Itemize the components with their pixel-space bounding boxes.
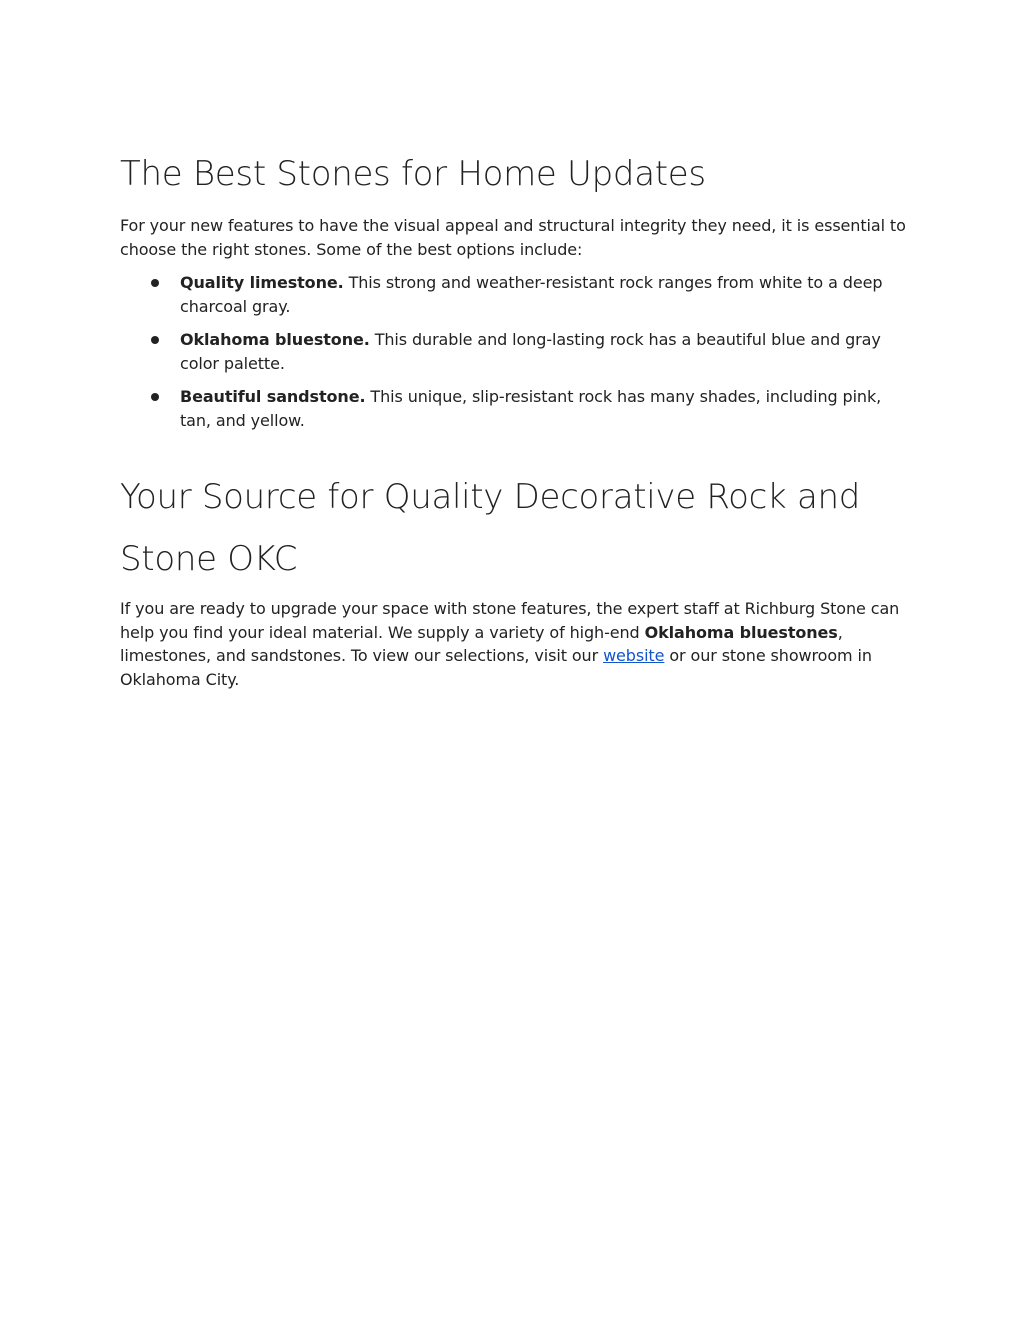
bullet-icon: [151, 336, 159, 344]
list-item-title: Quality limestone.: [180, 273, 344, 292]
list-item-title: Beautiful sandstone.: [180, 387, 366, 406]
list-item-text: This unique, slip-resistant rock has many shades, including pink, tan, and yellow.: [180, 387, 882, 430]
closing-bold-bluestones: Oklahoma bluestones: [644, 622, 838, 642]
closing-text-part1: If you are ready to upgrade your space with stone features, the expert staff at Richburg Stone can help you find your ideal material. We supply a variety of high-end: [120, 599, 900, 642]
section-heading-best-stones: The Best Stones for Home Updates: [120, 154, 706, 194]
closing-text-part3: or our stone showroom in Oklahoma City.: [120, 646, 872, 689]
stone-options-list: [120, 271, 906, 442]
bullet-icon: [151, 279, 159, 287]
closing-paragraph: [120, 597, 906, 691]
bullet-icon: [151, 393, 159, 401]
section-heading-source: Your Source for Quality Decorative Rock and Stone OKC: [120, 477, 861, 579]
list-item: [120, 385, 906, 432]
closing-text-part2: , limestones, and sandstones. To view our selections, visit our: [120, 622, 843, 665]
website-link[interactable]: website: [603, 646, 665, 665]
list-item-text: This strong and weather-resistant rock ranges from white to a deep charcoal gray.: [180, 273, 883, 316]
list-item: [120, 328, 906, 375]
list-item: [120, 271, 906, 318]
list-item-text: This durable and long-lasting rock has a beautiful blue and gray color palette.: [180, 330, 881, 373]
list-item-title: Oklahoma bluestone.: [180, 330, 370, 349]
intro-paragraph: For your new features to have the visual appeal and structural integrity they need, it is essential to choose the right stones. Some of the best options include:: [120, 216, 906, 259]
